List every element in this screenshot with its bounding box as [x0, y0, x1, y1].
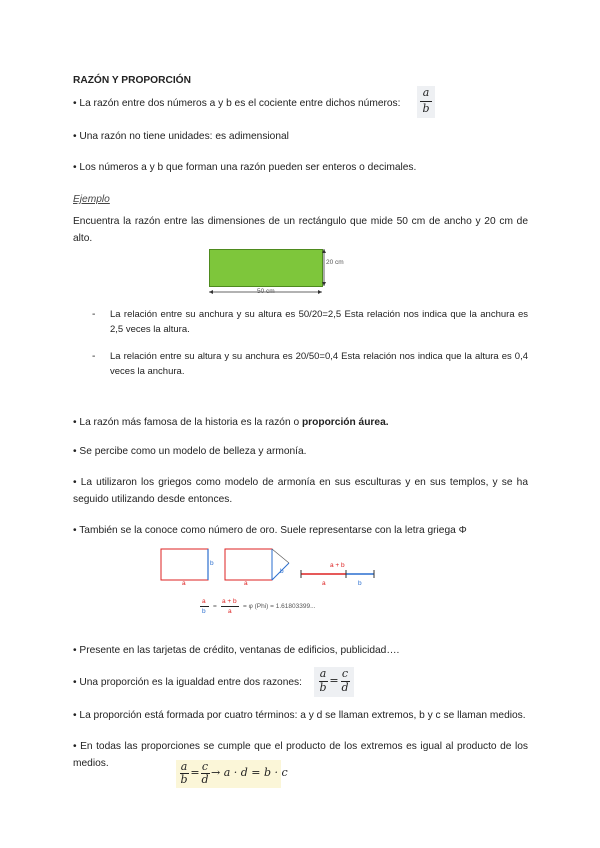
bullet-cuatro-terminos: • La proporción está formada por cuatro términos: a y d se llaman extremos, b y c se llaman medios.	[73, 710, 526, 721]
golden-ratio-diagram	[158, 545, 383, 595]
prod-eq: =	[190, 766, 200, 779]
bullet-numero-de-oro: • También se la conoce como número de oro. Suele representarse con la letra griega Φ	[73, 525, 467, 536]
prop-a: a	[319, 667, 327, 680]
fraction-bar	[221, 606, 239, 607]
formula-proporcion	[314, 667, 354, 697]
prod-c: c	[201, 760, 209, 773]
aurea-prefix: • La razón más famosa de la historia es la razón o	[73, 417, 302, 428]
golden-label-a-3: a	[322, 580, 326, 587]
formula-numerator: a	[422, 86, 430, 99]
prop-eq: =	[329, 674, 339, 687]
bullet-producto-extremos: • En todas las proporciones se cumple que el producto de los extremos es igual al producto de los medios.	[73, 741, 528, 769]
golden-label-b-3: b	[358, 580, 362, 587]
bullet-presente: • Presente en las tarjetas de crédito, ventanas de edificios, publicidad….	[73, 645, 400, 656]
height-label: 20 cm	[326, 259, 344, 266]
aurea-bold: proporción áurea.	[301, 417, 389, 428]
bullet-razon-definicion: • La razón entre dos números a y b es el cociente entre dichos números:	[73, 98, 401, 109]
rectangle-dimension-lines	[200, 244, 360, 300]
prod-a: a	[180, 760, 188, 773]
golden-formula-ab-den: a	[228, 608, 232, 615]
prop-d: d	[341, 681, 349, 694]
prod-d: d	[201, 773, 209, 786]
page-title: RAZÓN Y PROPORCIÓN	[73, 75, 191, 86]
formula-a-over-b	[417, 86, 435, 118]
width-label: 50 cm	[257, 288, 275, 295]
prop-b: b	[319, 681, 327, 694]
dash-item-anchura-altura: La relación entre su anchura y su altura es 50/20=2,5 Esta relación nos indica que la anchura es 2,5 veces la altura.	[110, 309, 528, 335]
bullet-belleza: • Se percibe como un modelo de belleza y armonía.	[73, 446, 307, 457]
dash-marker: -	[92, 351, 96, 362]
bullet-igualdad-razones: • Una proporción es la igualdad entre dos razones:	[73, 677, 302, 688]
golden-label-b-2: b	[280, 568, 284, 575]
formula-denominator: b	[422, 102, 430, 115]
ejemplo-text: Encuentra la razón entre las dimensiones de un rectángulo que mide 50 cm de ancho y 20 cm de alto.	[73, 216, 528, 244]
golden-label-a-plus-b: a + b	[330, 562, 345, 569]
fraction-bar	[200, 606, 209, 607]
dash-item-altura-anchura: La relación entre su altura y su anchura es 20/50=0,4 Esta relación nos indica que la altura es 0,4 veces la anchura.	[110, 351, 528, 377]
golden-equals: =	[213, 603, 217, 610]
golden-formula-b: b	[202, 608, 206, 615]
prop-c: c	[341, 667, 349, 680]
bullet-griegos: • La utilizaron los griegos como modelo de armonía en sus esculturas y en sus templos, y se ha seguido utilizando desde entonces.	[73, 477, 528, 505]
golden-label-b-1: b	[210, 560, 214, 567]
golden-label-a-2: a	[244, 580, 248, 587]
formula-producto	[176, 760, 288, 788]
golden-formula-rest: = φ (Phi) = 1.61803399...	[243, 603, 316, 610]
bullet-proporcion-aurea	[73, 415, 389, 430]
golden-label-a-1: a	[182, 580, 186, 587]
bullet-adimensional: • Una razón no tiene unidades: es adimensional	[73, 131, 289, 142]
prod-b: b	[180, 773, 188, 786]
ejemplo-heading: Ejemplo	[73, 194, 110, 205]
bullet-enteros-decimales: • Los números a y b que forman una razón pueden ser enteros o decimales.	[73, 162, 417, 173]
golden-formula-ab-num: a + b	[222, 598, 237, 605]
prod-rest: → a · d = b · c	[211, 766, 288, 779]
golden-formula-a: a	[202, 598, 206, 605]
dash-marker: -	[92, 309, 96, 320]
